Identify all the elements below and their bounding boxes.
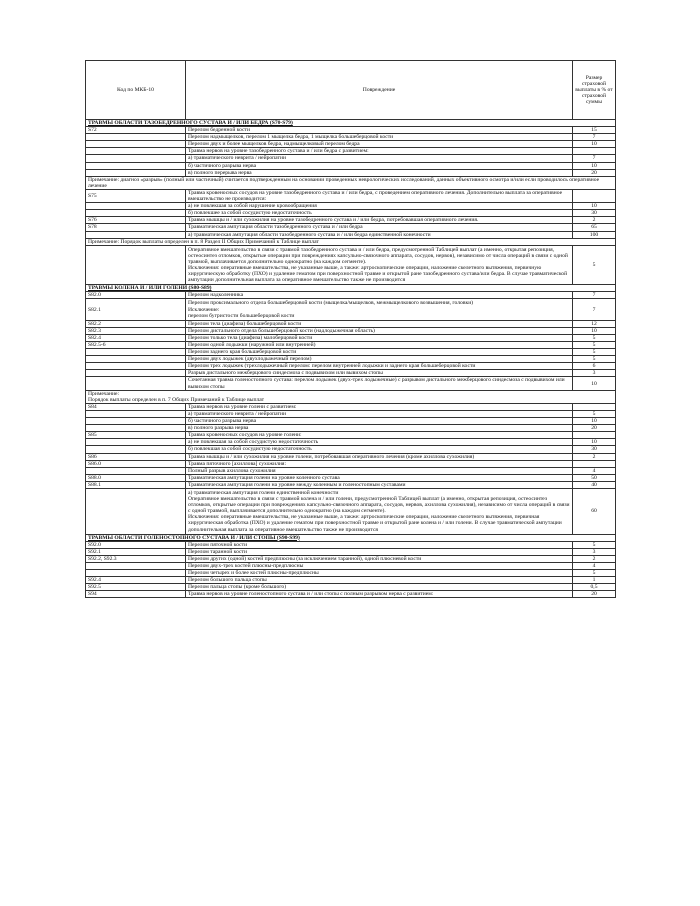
- icd-code: S78: [86, 224, 186, 231]
- injury-description: Перелом трех лодыжек (трехлодыжечный перелом: перелом внутренней лодыжки и заднего края большеберцовой кости: [186, 363, 573, 370]
- injury-description: Травматическая ампутация голени на уровне между коленным и голеностопным суставами: [186, 481, 573, 488]
- payout-percent: 1: [573, 577, 616, 584]
- icd-code: [86, 488, 186, 534]
- note-line: Примечание:: [88, 390, 120, 397]
- table-row: [86, 356, 616, 363]
- injury-description: в) полного перерыва нерва: [186, 169, 573, 176]
- payout-percent: 10: [573, 418, 616, 425]
- icd-code: S75: [86, 189, 186, 202]
- injury-description: Перелом дистального отдела большеберцовой кости (надлодыжечная область): [186, 327, 573, 334]
- icd-code: [86, 148, 186, 155]
- icd-code: S82.4: [86, 334, 186, 341]
- payout-percent: 3: [573, 370, 616, 377]
- icd-code: [86, 370, 186, 377]
- section-title: ТРАВМЫ КОЛЕНА И / ИЛИ ГОЛЕНИ (S80-S89): [86, 285, 616, 292]
- payout-percent: 5: [573, 410, 616, 417]
- section-header-row: [86, 285, 616, 292]
- table-row: [86, 403, 616, 410]
- table-row: [86, 134, 616, 141]
- icd-code: [86, 439, 186, 446]
- payout-percent: 2: [573, 555, 616, 562]
- icd-code: S85: [86, 432, 186, 439]
- description-paragraph: Оперативное вмешательство в связи с травмой колена и / или голени, предусмотренной Таблицей выплат (а именно, открытая репозиция, остеосинтез отломков, открытые операции при повреждениях капсульно-связочного аппарата, сосудов, нервов, ахиллова сухожилия), независимо от числа операций в связи с одной травмой, выплачивается дополнительно однократно (на каждом сегменте).: [188, 496, 570, 515]
- payout-percent: [573, 189, 616, 202]
- payout-percent: 100: [573, 231, 616, 238]
- payout-percent: 5: [573, 342, 616, 349]
- injury-description: Травма нервов на уровне тазобедренного сустава и / или бедра с развитием:: [186, 148, 573, 155]
- table-row: [86, 410, 616, 417]
- payout-percent: 20: [573, 425, 616, 432]
- injury-description: а) не повлекшая за собой сосудистую недостаточность: [186, 439, 573, 446]
- icd-code: S82.2: [86, 320, 186, 327]
- payout-percent: 20: [573, 169, 616, 176]
- table-row: [86, 591, 616, 598]
- icd-code: S86.0: [86, 460, 186, 467]
- table-row: [86, 327, 616, 334]
- injury-description: а) травматического неврита / нейропатии: [186, 410, 573, 417]
- icd-code: [86, 169, 186, 176]
- icd-code: S88.1: [86, 481, 186, 488]
- payout-percent: 50: [573, 474, 616, 481]
- table-row: [86, 299, 616, 320]
- icd-code: [86, 155, 186, 162]
- injury-description: Перелом одной лодыжки (наружной или внутренней): [186, 342, 573, 349]
- description-paragraph: Исключение:: [188, 306, 220, 313]
- payout-table: [85, 60, 616, 598]
- description-paragraph: Оперативное вмешательство в связи с травмой тазобедренного сустава и / или бедра, предусмотренной Таблицей выплат (а именно, открытая репозиция, остеосинтез отломков, открытые операции при повреждениях капсульно-связочного аппарата, сосудов, нервов), независимо от числа операций в связи с одной травмой, выплачивается дополнительно однократно (на каждом сегменте).: [188, 246, 568, 265]
- table-row: [86, 320, 616, 327]
- icd-code: [86, 446, 186, 453]
- note-line: Порядок выплаты определен в п. 7 Общих Примечаний к Таблице выплат: [88, 396, 265, 403]
- injury-description: Перелом большого пальца стопы: [186, 577, 573, 584]
- icd-code: [86, 356, 186, 363]
- table-row: [86, 548, 616, 555]
- table-row: [86, 342, 616, 349]
- note-row: [86, 390, 616, 403]
- table-row: [86, 245, 616, 285]
- payout-percent: 10: [573, 203, 616, 210]
- injury-description: б) повлекшая за собой сосудистую недостаточность: [186, 446, 573, 453]
- table-row: [86, 453, 616, 460]
- section-title: ТРАВМЫ ОБЛАСТИ ТАЗОБЕДРЕННОГО СУСТАВА И / ИЛИ БЕДРА (S70-S79): [86, 120, 616, 127]
- injury-description: б) частичного разрыва нерва: [186, 162, 573, 169]
- payout-percent: 5: [573, 356, 616, 363]
- injury-description: Перелом заднего края большеберцовой кости: [186, 349, 573, 356]
- injury-description: Травма пяточного [ахиллова] сухожилия:: [186, 460, 573, 467]
- table-row: [86, 370, 616, 377]
- injury-description: Перелом других (одной) костей предплюсны (за исключением таранной), одной плюсневой кости: [186, 555, 573, 562]
- description-paragraph: Исключения: оперативные вмешательства, не указанные выше, а также: артроскопические операции, наложение скелетного вытяжения, первичная хирургическая обработка (ПХО) и удаление гематом при поверхностной травме и открытой ране колена и / или голени. В случае травматической ампутации дополнительная выплата за оперативное вмешательство также не производится: [188, 514, 562, 533]
- table-row: [86, 555, 616, 562]
- payout-percent: 15: [573, 127, 616, 134]
- table-row: [86, 488, 616, 534]
- payout-percent: 7: [573, 299, 616, 320]
- table-row: [86, 481, 616, 488]
- icd-code: S82.5-6: [86, 342, 186, 349]
- payout-percent: 40: [573, 481, 616, 488]
- note-row: [86, 238, 616, 245]
- injury-description: Перелом двух-трех костей плюсны-предплюсны: [186, 563, 573, 570]
- table-row: [86, 162, 616, 169]
- table-row: [86, 418, 616, 425]
- note-row: [86, 176, 616, 189]
- injury-description: Перелом пальца стопы (кроме большого): [186, 584, 573, 591]
- icd-code: [86, 377, 186, 390]
- injury-description: Травматическая ампутация голени на уровне коленного сустава: [186, 474, 573, 481]
- note-text: [86, 390, 616, 403]
- payout-percent: 2: [573, 453, 616, 460]
- icd-code: [86, 563, 186, 570]
- payout-percent: 10: [573, 439, 616, 446]
- icd-code: S84: [86, 403, 186, 410]
- payout-percent: 10: [573, 162, 616, 169]
- header-code: Код по МКБ-10: [86, 61, 186, 120]
- table-row: [86, 155, 616, 162]
- table-row: [86, 210, 616, 217]
- icd-code: [86, 467, 186, 474]
- table-row: [86, 446, 616, 453]
- payout-percent: 4: [573, 467, 616, 474]
- table-row: [86, 148, 616, 155]
- icd-code: [86, 203, 186, 210]
- icd-code: S72: [86, 127, 186, 134]
- table-row: [86, 425, 616, 432]
- injury-description: Сочетанная травма голеностопного сустава: перелом лодыжек (двух-трех лодыжечные) с разрывом дистального межберцового синдесмоза с подвывихом или вывихом стопы: [186, 377, 573, 390]
- payout-percent: 6: [573, 363, 616, 370]
- note-text: Примечание: Порядок выплаты определен в п. 8 Раздел II Общих Примечаний к Таблице выплат: [86, 238, 616, 245]
- icd-code: S76: [86, 217, 186, 224]
- injury-description: б) частичного разрыва нерва: [186, 418, 573, 425]
- table-row: [86, 189, 616, 202]
- table-row: [86, 460, 616, 467]
- injury-description: Травма мышцы и / или сухожилия на уровне тазобедренного сустава и / или бедра, потребовавшая оперативного лечения.: [186, 217, 573, 224]
- injury-description: Перелом тела (диафиза) большеберцовой кости: [186, 320, 573, 327]
- payout-percent: 60: [573, 488, 616, 534]
- table-row: [86, 577, 616, 584]
- table-body: [86, 120, 616, 598]
- injury-description: Перелом надколенника: [186, 292, 573, 299]
- icd-code: [86, 231, 186, 238]
- header-payout: Размер страховой выплаты в % от страховой суммы: [573, 61, 616, 120]
- injury-description: Перелом двух лодыжек (двухлодыжечный перелом): [186, 356, 573, 363]
- payout-percent: 3: [573, 548, 616, 555]
- description-paragraph: перелом бугристости большеберцовой кости: [188, 312, 295, 319]
- icd-code: [86, 162, 186, 169]
- table-row: [86, 292, 616, 299]
- payout-percent: 0,5: [573, 584, 616, 591]
- description-paragraph: Перелом проксимального отдела большеберцовой кости (мыщелка/мыщелков, межмыщелкового возвышения, головки): [188, 300, 474, 307]
- injury-description: Полный разрыв ахиллова сухожилия: [186, 467, 573, 474]
- payout-percent: 65: [573, 224, 616, 231]
- injury-description: в) полного разрыва нерва: [186, 425, 573, 432]
- injury-description: Перелом четырех и более костей плюсны-предплюсны: [186, 570, 573, 577]
- injury-description: а) не повлекшая за собой нарушение кровообращения: [186, 203, 573, 210]
- icd-code: S92.2, S92.3: [86, 555, 186, 562]
- table-row: [86, 570, 616, 577]
- icd-code: [86, 141, 186, 148]
- injury-description: Перелом пяточной кости: [186, 541, 573, 548]
- table-row: [86, 432, 616, 439]
- table-row: [86, 334, 616, 341]
- description-paragraph: Исключения: оперативные вмешательства, не указанные выше, а также: артроскопические операции, наложение скелетного вытяжения, первичную хирургическую обработку (ПХО) и удаление гематом при поверхностной травме и открытой ране тазобедренного сустава/или бедра. В случае травматической ампутации дополнительная выплата за оперативное вмешательство также не производится: [188, 264, 568, 284]
- injury-description: Травма нервов на уровне голеностопного сустава и / или стопы с полным разрывом нерва с развитием:: [186, 591, 573, 598]
- table-row: [86, 363, 616, 370]
- injury-description: Перелом бедренной кости: [186, 127, 573, 134]
- table-row: [86, 439, 616, 446]
- injury-description: Перелом таранной кости: [186, 548, 573, 555]
- icd-code: S92.4: [86, 577, 186, 584]
- note-text: Примечание: диагноз «разрыв» (полный или частичный) считается подтвержденным на основании проведенных неврологических исследований, данных объективного осмотра и/или если проводилось оперативное лечение: [86, 176, 616, 189]
- icd-code: [86, 245, 186, 285]
- payout-percent: [573, 148, 616, 155]
- injury-description: а) травматическая ампутация области тазобедренного сустава и / или бедра единственной конечности: [186, 231, 573, 238]
- table-row: [86, 377, 616, 390]
- icd-code: S92.1: [86, 548, 186, 555]
- injury-description: Разрыв дистального межберцового синдесмоза с подвывихом или вывихом стопы: [186, 370, 573, 377]
- icd-code: [86, 134, 186, 141]
- payout-percent: [573, 403, 616, 410]
- injury-description: б) повлекшее за собой сосудистую недостаточность: [186, 210, 573, 217]
- payout-percent: [573, 432, 616, 439]
- section-header-row: [86, 120, 616, 127]
- icd-code: S92.0: [86, 541, 186, 548]
- icd-code: S88.0: [86, 474, 186, 481]
- payout-percent: 5: [573, 245, 616, 285]
- payout-percent: 2: [573, 217, 616, 224]
- table-row: [86, 474, 616, 481]
- injury-description: Травма кровеносных сосудов на уровне голени:: [186, 432, 573, 439]
- injury-description: [186, 299, 573, 320]
- injury-description: Травматическая ампутация области тазобедренного сустава и / или бедра: [186, 224, 573, 231]
- table-row: [86, 467, 616, 474]
- icd-code: S82.3: [86, 327, 186, 334]
- icd-code: [86, 410, 186, 417]
- payout-percent: 10: [573, 327, 616, 334]
- injury-description: Травма мышцы и / или сухожилия на уровне голени, потребовавшая оперативного лечения (кроме ахиллова сухожилия): [186, 453, 573, 460]
- description-paragraph: а) травматическая ампутация голени единственной конечности: [188, 489, 339, 496]
- section-title: ТРАВМЫ ОБЛАСТИ ГОЛЕНОСТОПНОГО СУСТАВА И / ИЛИ СТОПЫ (S90-S99): [86, 534, 616, 541]
- icd-code: [86, 570, 186, 577]
- table-row: [86, 584, 616, 591]
- table-row: [86, 169, 616, 176]
- document-page: [85, 60, 615, 598]
- injury-description: Травма нервов на уровне голени с развитием:: [186, 403, 573, 410]
- icd-code: S82.1: [86, 299, 186, 320]
- payout-percent: 12: [573, 320, 616, 327]
- payout-percent: 20: [573, 591, 616, 598]
- header-row: [86, 61, 616, 120]
- table-row: [86, 349, 616, 356]
- table-row: [86, 231, 616, 238]
- table-row: [86, 141, 616, 148]
- payout-percent: 7: [573, 134, 616, 141]
- payout-percent: 7: [573, 155, 616, 162]
- injury-description: [186, 488, 573, 534]
- table-row: [86, 563, 616, 570]
- payout-percent: 5: [573, 349, 616, 356]
- payout-percent: 10: [573, 141, 616, 148]
- icd-code: [86, 418, 186, 425]
- payout-percent: 5: [573, 541, 616, 548]
- icd-code: [86, 425, 186, 432]
- icd-code: S82.0: [86, 292, 186, 299]
- icd-code: [86, 363, 186, 370]
- table-row: [86, 127, 616, 134]
- table-row: [86, 217, 616, 224]
- payout-percent: 5: [573, 570, 616, 577]
- payout-percent: 7: [573, 292, 616, 299]
- table-row: [86, 224, 616, 231]
- table-row: [86, 203, 616, 210]
- payout-percent: 4: [573, 563, 616, 570]
- payout-percent: 30: [573, 446, 616, 453]
- header-injury: Повреждение: [186, 61, 573, 120]
- injury-description: а) травматического неврита / нейропатии: [186, 155, 573, 162]
- icd-code: [86, 210, 186, 217]
- injury-description: Перелом только тела (диафиза) малоберцовой кости: [186, 334, 573, 341]
- table-row: [86, 541, 616, 548]
- section-header-row: [86, 534, 616, 541]
- injury-description: Травма кровеносных сосудов на уровне тазобедренного сустава и / или бедра, с проведением оперативного лечения. Дополнительно выплата за оперативное вмешательство не производится:: [186, 189, 573, 202]
- payout-percent: [573, 460, 616, 467]
- icd-code: [86, 349, 186, 356]
- payout-percent: 5: [573, 334, 616, 341]
- injury-description: Перелом двух и более мыщелков бедра, надмыщелковый перелом бедра: [186, 141, 573, 148]
- injury-description: [186, 245, 573, 285]
- icd-code: S94: [86, 591, 186, 598]
- payout-percent: 10: [573, 377, 616, 390]
- icd-code: S92.5: [86, 584, 186, 591]
- icd-code: S86: [86, 453, 186, 460]
- injury-description: Перелом надмыщелков, перелом 1 мыщелка бедра, 1 мыщелка большеберцовой кости: [186, 134, 573, 141]
- payout-percent: 30: [573, 210, 616, 217]
